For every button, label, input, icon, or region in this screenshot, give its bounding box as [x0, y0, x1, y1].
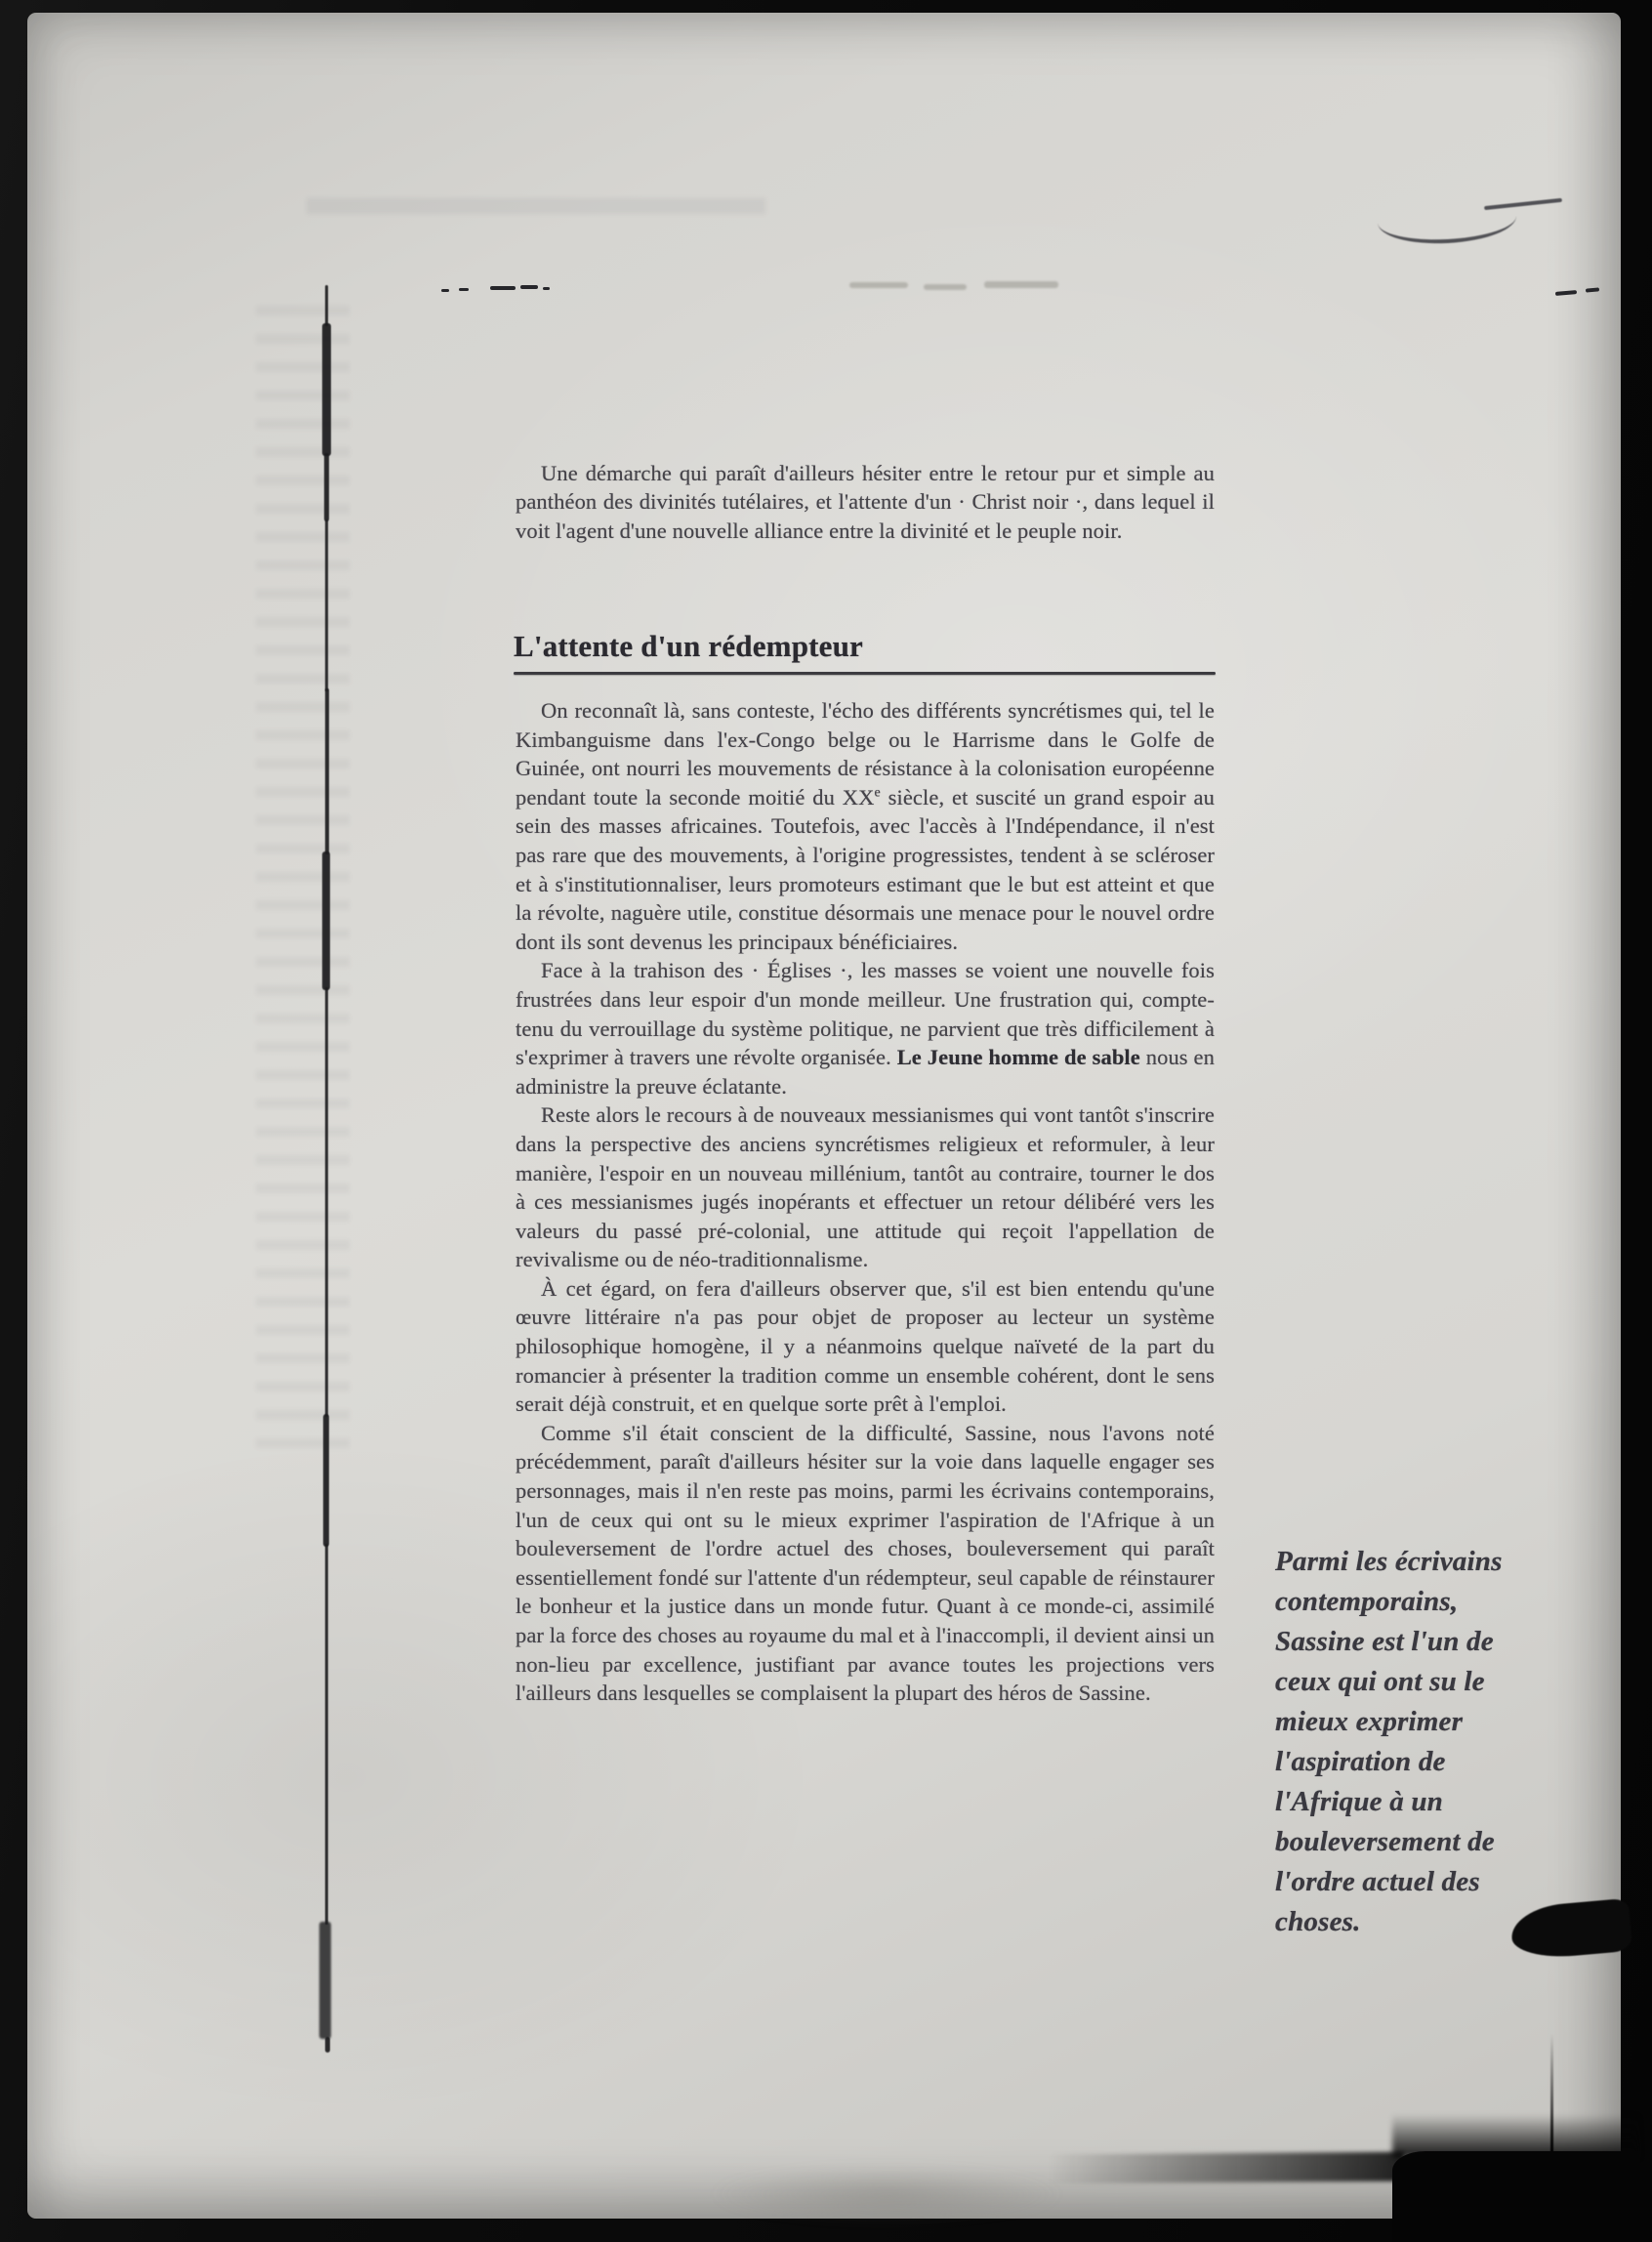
scan-crease-line	[325, 1544, 328, 1925]
document-page	[27, 13, 1621, 2219]
body-column	[516, 696, 1215, 1708]
pull-quote: Parmi les écrivains contemporains, Sassine est l'un de ceux qui ont su le mieux exprimer l'aspiration de l'Afrique à un bouleversement de l'ordre actuel des choses.	[1275, 1546, 1503, 1937]
toner-dash-artifact	[441, 289, 449, 292]
toner-smudge-artifact	[924, 284, 967, 290]
section-heading-block	[514, 628, 1217, 675]
pen-scribble-mark	[1377, 192, 1517, 246]
toner-dash-artifact	[490, 286, 516, 290]
scan-crease-line	[325, 285, 328, 326]
body-paragraph: Comme s'il était conscient de la difficulté, Sassine, nous l'avons noté précédemment, paraît d'ailleurs hésiter sur la voie dans laquelle engager ses personnages, mais il n'en reste pas moins, parmi les écrivains contemporains, l'un de ceux qui ont su le mieux exprimer l'aspiration de l'Afrique à un bouleversement de l'ordre actuel des choses, bouleversement qui paraît essentiellement fondé sur l'attente d'un rédempteur, seul capable de réinstaurer le bonheur et la justice dans un monde futur. Quant à ce monde-ci, assimilé par la force des choses au royaume du mal et à l'inaccompli, il devient ainsi un non-lieu par excellence, justifiant par avance toutes les projections vers l'ailleurs dans lesquelles se complaisent la plupart des héros de Sassine.	[516, 1420, 1215, 1706]
scan-crease-line	[325, 688, 329, 854]
ink-smear-haze	[711, 2166, 1062, 2222]
scan-crease-line	[323, 1414, 329, 1547]
scan-crease-line	[325, 987, 328, 1417]
scan-crease-line	[322, 323, 331, 456]
section-heading: L'attente d'un rédempteur	[514, 629, 864, 663]
ink-smear-spike	[1550, 2034, 1553, 2157]
ghost-text-column-artifact	[256, 306, 350, 1448]
ink-smear-tail	[1049, 2152, 1404, 2184]
toner-smudge-artifact	[984, 281, 1058, 288]
scan-crease-line	[322, 851, 330, 990]
toner-dash-artifact	[520, 285, 538, 289]
body-paragraph: Face à la trahison des · Églises ·, les masses se voient une nouvelle fois frustrées dans leur espoir d'un monde meilleur. Une frustration qui, compte-tenu du verrouillage du système politique, ne parvient que très difficilement à s'exprimer à travers une révolte organisée. Le Jeune homme de sable nous en administre la preuve éclatante.	[516, 958, 1215, 1099]
body-paragraph: On reconnaît là, sans conteste, l'écho des différents syncrétismes qui, tel le Kimbanguisme dans l'ex-Congo belge ou le Harrisme dans le Golfe de Guinée, ont nourri les mouvements de résistance à la colonisation européenne pendant toute la seconde moitié du XXe siècle, et suscité un grand espoir au sein des masses africaines. Toutefois, avec l'accès à l'Indépendance, il n'est pas rare que des mouvements, à l'origine progressistes, tendent à se scléroser et à s'institutionnaliser, leurs promoteurs estimant que le but est atteint et que la révolte, naguère utile, constitue désormais une menace pour le nouvel ordre dont ils sont devenus les principaux bénéficiaires.	[516, 698, 1215, 954]
toner-smudge-artifact	[849, 282, 908, 288]
scan-crease-line	[319, 1922, 331, 2039]
heading-rule-divider	[514, 672, 1216, 675]
body-paragraph: À cet égard, on fera d'ailleurs observer que, s'il est bien entendu qu'une œuvre littéraire n'a pas pour objet de proposer au lecteur un système philosophique homogène, il y a néanmoins quelque naïveté de la part du romancier à présenter la tradition comme un ensemble cohérent, dont le sens serait déjà construit, et en quelque sorte prêt à l'emploi.	[516, 1275, 1215, 1417]
toner-dash-artifact	[543, 287, 550, 290]
toner-dash-artifact	[1555, 290, 1577, 296]
ghost-text-artifact	[307, 198, 765, 214]
scan-crease-line	[324, 453, 329, 521]
scan-crease-line	[325, 2037, 330, 2053]
scan-crease-line	[325, 519, 328, 691]
intro-paragraph: Une démarche qui paraît d'ailleurs hésiter entre le retour pur et simple au panthéon des divinités tutélaires, et l'attente d'un · Christ noir ·, dans lequel il voit l'agent d'une nouvelle alliance entre la divinité et le peuple noir.	[516, 460, 1215, 543]
ink-smear-solid	[1392, 2151, 1640, 2242]
body-paragraph: Reste alors le recours à de nouveaux messianismes qui vont tantôt s'inscrire dans la perspective des anciens syncrétismes religieux et reformuler, à leur manière, l'espoir en un nouveau millénium, tantôt au contraire, tourner le dos à ces messianismes jugés inopérants et effectuer un retour délibéré vers les valeurs du passé pré-colonial, une attitude qui reçoit l'appellation de revivalisme ou de néo-traditionnalisme.	[516, 1102, 1215, 1272]
toner-dash-artifact	[1586, 287, 1599, 292]
toner-dash-artifact	[459, 288, 469, 291]
